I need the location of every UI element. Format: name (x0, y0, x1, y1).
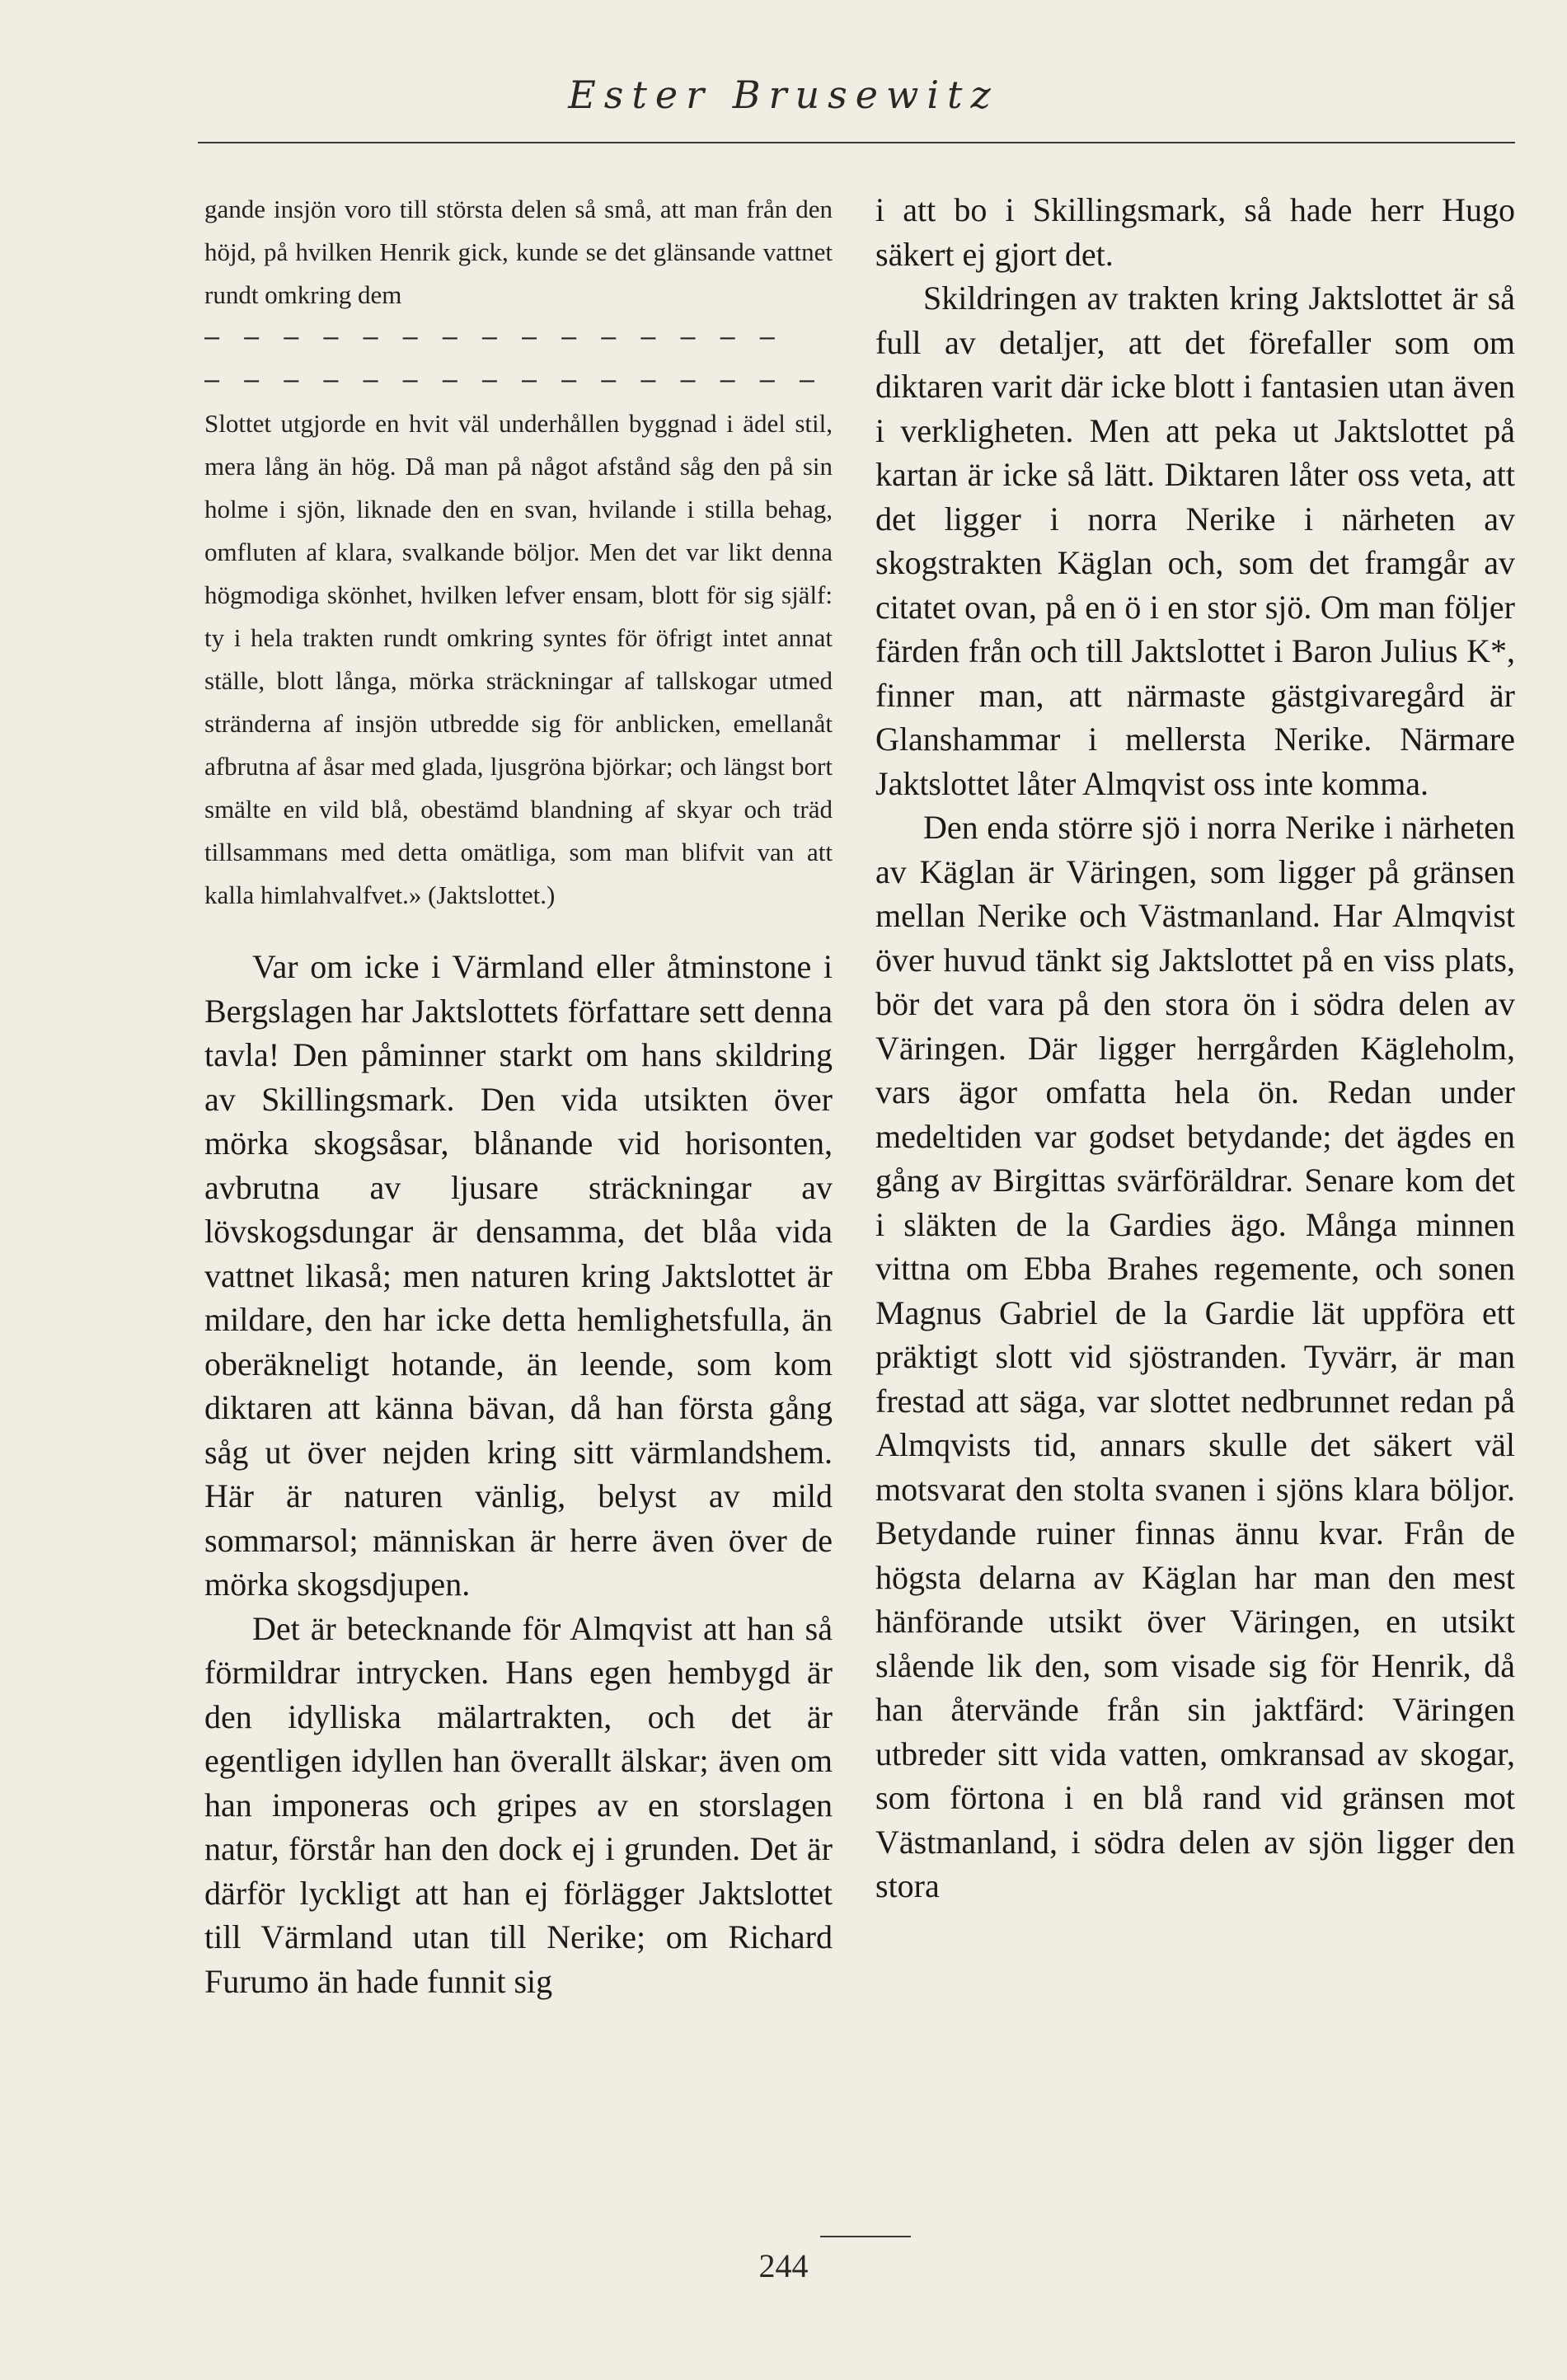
running-head: Ester Brusewitz (568, 73, 999, 117)
paragraph: Den enda större sjö i norra Nerike i närheten av Käglan är Väringen, som ligger på gränsen mellan Nerike och Västmanland. Har Almqvist över huvud tänkt sig Jaktslottet på en viss plats, bör det vara på den stora ön i södra delen av Väringen. Där ligger herrgården Kägleholm, vars ägor omfatta hela ön. Redan under medeltiden var godset betydande; det ägdes en gång av Birgittas svärföräldrar. Senare kom det i släkten de la Gardies ägo. Många minnen vittna om Ebba Brahes regemente, och sonen Magnus Gabriel de la Gardie lät uppföra ett präktigt slott vid sjöstranden. Tyvärr, är man frestad att säga, var slottet nedbrunnet redan på Almqvists tid, annars skulle det säkert väl motsvarat den stolta svanen i sjöns klara böljor. Betydande ruiner finnas ännu kvar. Från de högsta delarna av Käglan har man den mest hänförande utsikt över Väringen, en utsikt slående lik den, som visade sig för Henrik, då han återvände från sin jaktfärd: Väringen utbreder sitt vida vatten, omkransad av skogar, som förtona i en blå rand vid gränsen mot Västmanland, i södra delen av sjön ligger den stora (875, 809, 1515, 1904)
page-number: 244 (758, 2247, 809, 2284)
paragraph: i att bo i Skillingsmark, så hade herr Hugo säkert ej gjort det. (875, 191, 1515, 273)
right-column (875, 188, 1515, 1908)
left-column (204, 188, 833, 2003)
quote-lead: gande insjön voro till största delen så små, att man från den höjd, på hvilken Henrik gick, kunde se det glänsande vattnet rundt omkring dem (204, 195, 833, 309)
paragraph: Det är betecknande för Almqvist att han så förmildrar intrycken. Hans egen hembygd är den idylliska mälartrakten, och det är egentligen idyllen han överallt älskar; även om han imponeras och gripes av en storslagen natur, förstår han den dock ej i grunden. Det är därför lyckligt att han ej förlägger Jaktslottet till Värmland utan till Nerike; om Richard Furumo än hade funnit sig (204, 1609, 833, 2000)
paragraph: Skildringen av trakten kring Jaktslottet är så full av detaljer, att det förefaller som om diktaren varit där icke blott i fantasien utan även i verkligheten. Men att peka ut Jaktslottet på kartan är icke så lätt. Diktaren låter oss veta, att det ligger i norra Nerike i närheten av skogstrakten Käglan och, som det framgår av citatet ovan, på en ö i en stor sjö. Om man följer färden från och till Jaktslottet i Baron Julius K*, finner man, att närmaste gästgivaregård är Glanshammar i mellersta Nerike. Närmare Jaktslottet låter Almqvist oss inte komma. (875, 279, 1515, 802)
ellipsis-dashes: — — — — — — — — — — — — — — — (204, 323, 780, 352)
header-rule (198, 142, 1515, 143)
folio-rule (820, 2236, 911, 2237)
quote-body: Slottet utgjorde en hvit väl underhållen byggnad i ädel stil, mera lång än hög. Då man på något afstånd såg den på sin holme i sjön, liknade den en svan, hvilande i stilla behag, omfluten af klara, svalkande böljor. Men det var likt denna högmodiga skönhet, hvilken lefver ensam, blott för sig själf: ty i hela trakten rundt omkring syntes för öfrigt intet annat ställe, blott långa, mörka sträckningar af tallskogar utmed stränderna af insjön utbredde sig för anblicken, emellanåt afbrutna af åsar med glada, ljusgröna björkar; och längst bort smälte en vild blå, obestämd blandning af skyar och träd tillsammans med detta omätliga, som man blifvit van att kalla himlahvalfvet.» (Jaktslottet.) (204, 409, 833, 909)
left-body-text (204, 945, 833, 2003)
ellipsis-dashes: — — — — — — — — — — — — — — — — (204, 366, 819, 395)
paragraph: Var om icke i Värmland eller åtminstone i Bergslagen har Jaktslottets författare sett denna tavla! Den påminner starkt om hans skildring av Skillingsmark. Den vida utsikten över mörka skogsåsar, blånande vid horisonten, avbrutna av ljusare sträckningar av lövskogsdungar är densamma, det blåa vida vattnet likaså; men naturen kring Jaktslottet är mildare, den har icke detta hemlighetsfulla, än oberäkneligt hotande, än leende, som kom diktaren att känna bävan, då han första gång såg ut över nejden kring sitt värmlandshem. Här är naturen vänlig, belyst av mild sommarsol; människan är herre även över de mörka skogsdjupen. (204, 948, 833, 1603)
block-quote (204, 188, 833, 917)
